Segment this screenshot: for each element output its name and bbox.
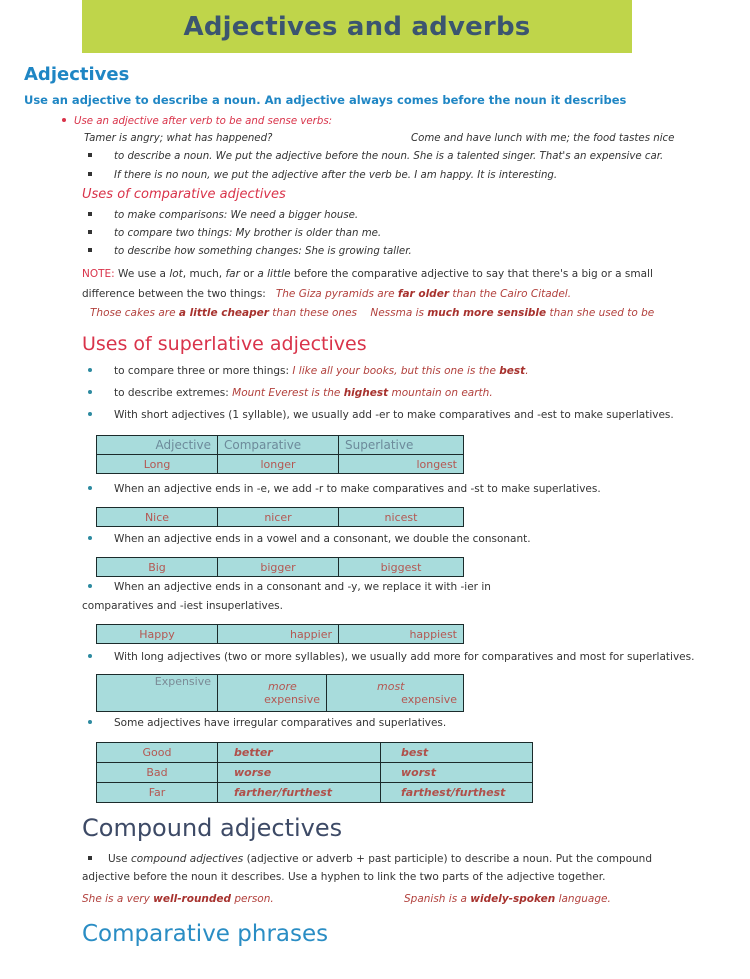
table-cell: longest: [339, 455, 464, 474]
compound-line-2: adjective before the noun it describes. Use a hyphen to link the two parts of the adjective together.: [82, 871, 606, 883]
table-row: [97, 558, 464, 577]
rule-double: When an adjective ends in a vowel and a consonant, we double the consonant.: [88, 533, 531, 545]
compound-adjectives-heading: Compound adjectives: [82, 814, 343, 842]
bullet-icon: [88, 720, 92, 724]
table-row: [97, 455, 464, 474]
rule-y-line-2: comparatives and -iest insuperlatives.: [82, 600, 283, 612]
table-cell: nicer: [218, 508, 339, 527]
note-examples: Those cakes are a little cheaper than these ones Nessma is much more sensible than she used to be: [90, 307, 655, 319]
table-row: [97, 783, 533, 803]
bullet-icon: [88, 412, 92, 416]
adjectives-lead: Use an adjective to describe a noun. An adjective always comes before the noun it describes: [24, 93, 627, 107]
note-line-2: difference between the two things: The Giza pyramids are far older than the Cairo Citadel.: [82, 288, 572, 300]
comparative-bullet: to compare two things: My brother is older than me.: [88, 228, 381, 239]
bullet-icon: [88, 230, 92, 234]
table-row: [97, 625, 464, 644]
adjectives-heading: Adjectives: [24, 64, 130, 85]
table-cell: most expensive: [327, 675, 464, 712]
bullet-icon: [88, 856, 92, 860]
table-header: Comparative: [218, 436, 339, 455]
compound-example-1: She is a very well-rounded person.: [82, 893, 274, 905]
table-cell: farther/furthest: [218, 783, 381, 803]
page-title: Adjectives and adverbs: [183, 11, 531, 42]
after-verb-example-1: Tamer is angry; what has happened?: [84, 133, 273, 144]
superlative-bullet: to describe extremes: Mount Everest is the highest mountain on earth.: [88, 387, 493, 399]
table-cell: Happy: [97, 625, 218, 644]
table-cell: Bad: [97, 763, 218, 783]
after-verb-rule: Use an adjective after verb to be and sense verbs:: [62, 116, 332, 127]
table-cell: longer: [218, 455, 339, 474]
table-cell: worse: [218, 763, 381, 783]
table-header-row: [97, 436, 464, 455]
rule-e: When an adjective ends in -e, we add -r to make comparatives and -st to make superlatives.: [88, 483, 601, 495]
comparative-uses-heading: Uses of comparative adjectives: [82, 187, 286, 202]
bullet-icon: [88, 368, 92, 372]
table-cell: happier: [218, 625, 339, 644]
after-verb-example-2: Come and have lunch with me; the food tastes nice: [411, 133, 675, 144]
table-cell: more expensive: [218, 675, 327, 712]
table-cell: Far: [97, 783, 218, 803]
table-header: Adjective: [97, 436, 218, 455]
adjective-bullet: If there is no noun, we put the adjective after the verb be. I am happy. It is interesting.: [88, 170, 557, 181]
comparative-phrases-heading: Comparative phrases: [82, 921, 329, 947]
table-cell: nicest: [339, 508, 464, 527]
table-cell: biggest: [339, 558, 464, 577]
bullet-icon: [62, 118, 66, 122]
bullet-icon: [88, 584, 92, 588]
table-cell: best: [381, 743, 533, 763]
comparative-bullet: to make comparisons: We need a bigger house.: [88, 210, 358, 221]
irregular-adjective-table: [96, 742, 533, 803]
bullet-icon: [88, 212, 92, 216]
table-cell: Good: [97, 743, 218, 763]
table-row: [97, 763, 533, 783]
table-header: Superlative: [339, 436, 464, 455]
rule-y-line-1: When an adjective ends in a consonant and -y, we replace it with -ier in: [88, 581, 491, 593]
bullet-icon: [88, 248, 92, 252]
bullet-icon: [88, 486, 92, 490]
e-adjective-table: [96, 507, 464, 527]
table-cell: Expensive: [97, 675, 218, 712]
bullet-icon: [88, 536, 92, 540]
table-cell: bigger: [218, 558, 339, 577]
table-cell: Nice: [97, 508, 218, 527]
table-cell: happiest: [339, 625, 464, 644]
table-row: [97, 743, 533, 763]
table-cell: Big: [97, 558, 218, 577]
short-adjective-table: [96, 435, 464, 474]
table-row: [97, 508, 464, 527]
rule-long: With long adjectives (two or more syllables), we usually add more for comparatives and most for superlatives.: [88, 651, 694, 663]
table-cell: worst: [381, 763, 533, 783]
table-cell: better: [218, 743, 381, 763]
double-adjective-table: [96, 557, 464, 577]
rule-irregular: Some adjectives have irregular comparatives and superlatives.: [88, 717, 446, 729]
table-row: [97, 675, 464, 712]
bullet-icon: [88, 390, 92, 394]
y-adjective-table: [96, 624, 464, 644]
table-cell: Long: [97, 455, 218, 474]
bullet-icon: [88, 153, 92, 157]
title-banner: [82, 0, 632, 53]
bullet-icon: [88, 654, 92, 658]
bullet-icon: [88, 172, 92, 176]
adjective-bullet: to describe a noun. We put the adjective before the noun. She is a talented singer. That's an expensive car.: [88, 151, 663, 162]
comparative-bullet: to describe how something changes: She is growing taller.: [88, 246, 412, 257]
table-cell: farthest/furthest: [381, 783, 533, 803]
compound-example-2: Spanish is a widely-spoken language.: [404, 893, 611, 905]
superlative-uses-heading: Uses of superlative adjectives: [82, 333, 367, 355]
superlative-bullet: With short adjectives (1 syllable), we usually add -er to make comparatives and -est to make superlatives.: [88, 409, 674, 421]
superlative-bullet: to compare three or more things: I like all your books, but this one is the best.: [88, 365, 529, 377]
compound-line-1: Use compound adjectives (adjective or adverb + past participle) to describe a noun. Put the compound: [88, 853, 652, 865]
note-line-1: NOTE: We use a lot, much, far or a little before the comparative adjective to say that there's a big or a small: [82, 268, 653, 280]
long-adjective-table: [96, 674, 464, 712]
